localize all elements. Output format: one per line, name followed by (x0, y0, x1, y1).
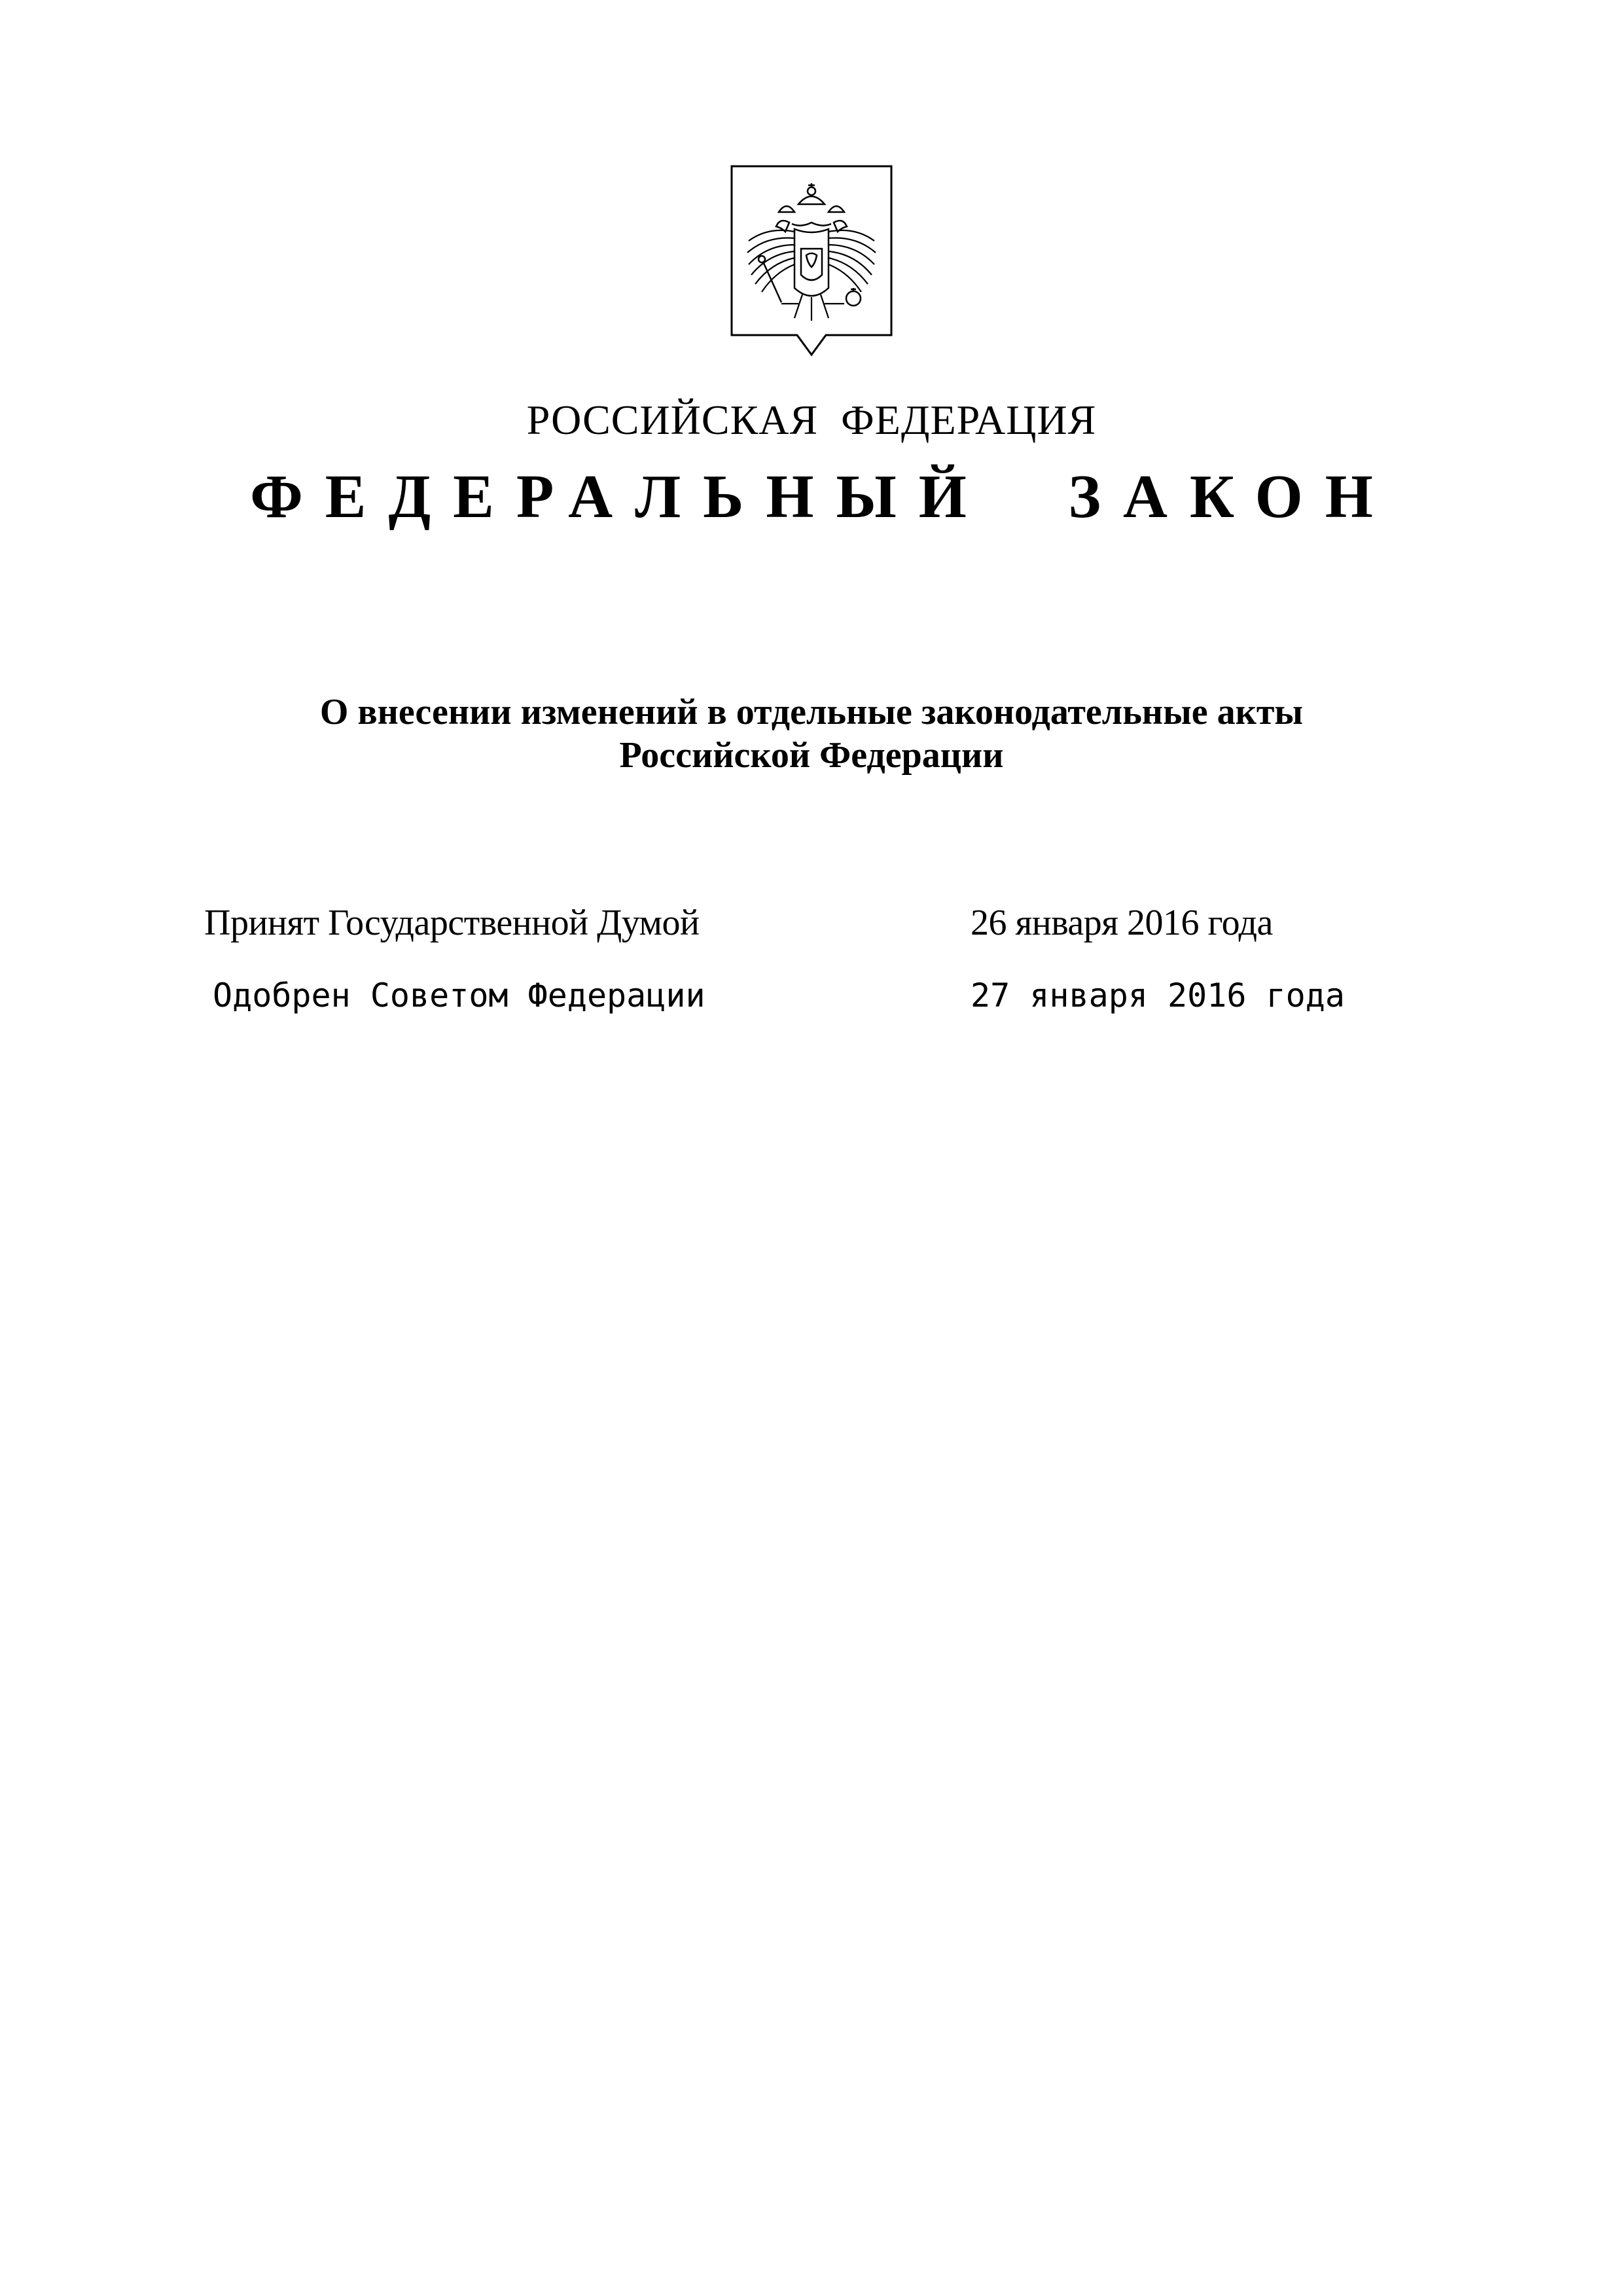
document-type: ФЕДЕРАЛЬНЫЙ ЗАКОН (250, 463, 1395, 531)
adopted-by-duma-label: Принят Государственной Думой (204, 903, 700, 943)
adopted-by-duma-date: 26 января 2016 года (971, 903, 1273, 943)
russian-coat-of-arms-icon (729, 164, 894, 360)
document-title-line-1: О внесении изменений в отдельные законодательные акты (319, 692, 1304, 732)
document-title-line-2: Российской Федерации (619, 735, 1004, 776)
country-name: РОССИЙСКАЯ ФЕДЕРАЦИЯ (526, 397, 1097, 443)
document-title (0, 691, 1623, 777)
approved-by-council-date: 27 января 2016 года (971, 977, 1345, 1014)
approved-by-council-label: Одобрен Советом Федерации (213, 977, 705, 1014)
